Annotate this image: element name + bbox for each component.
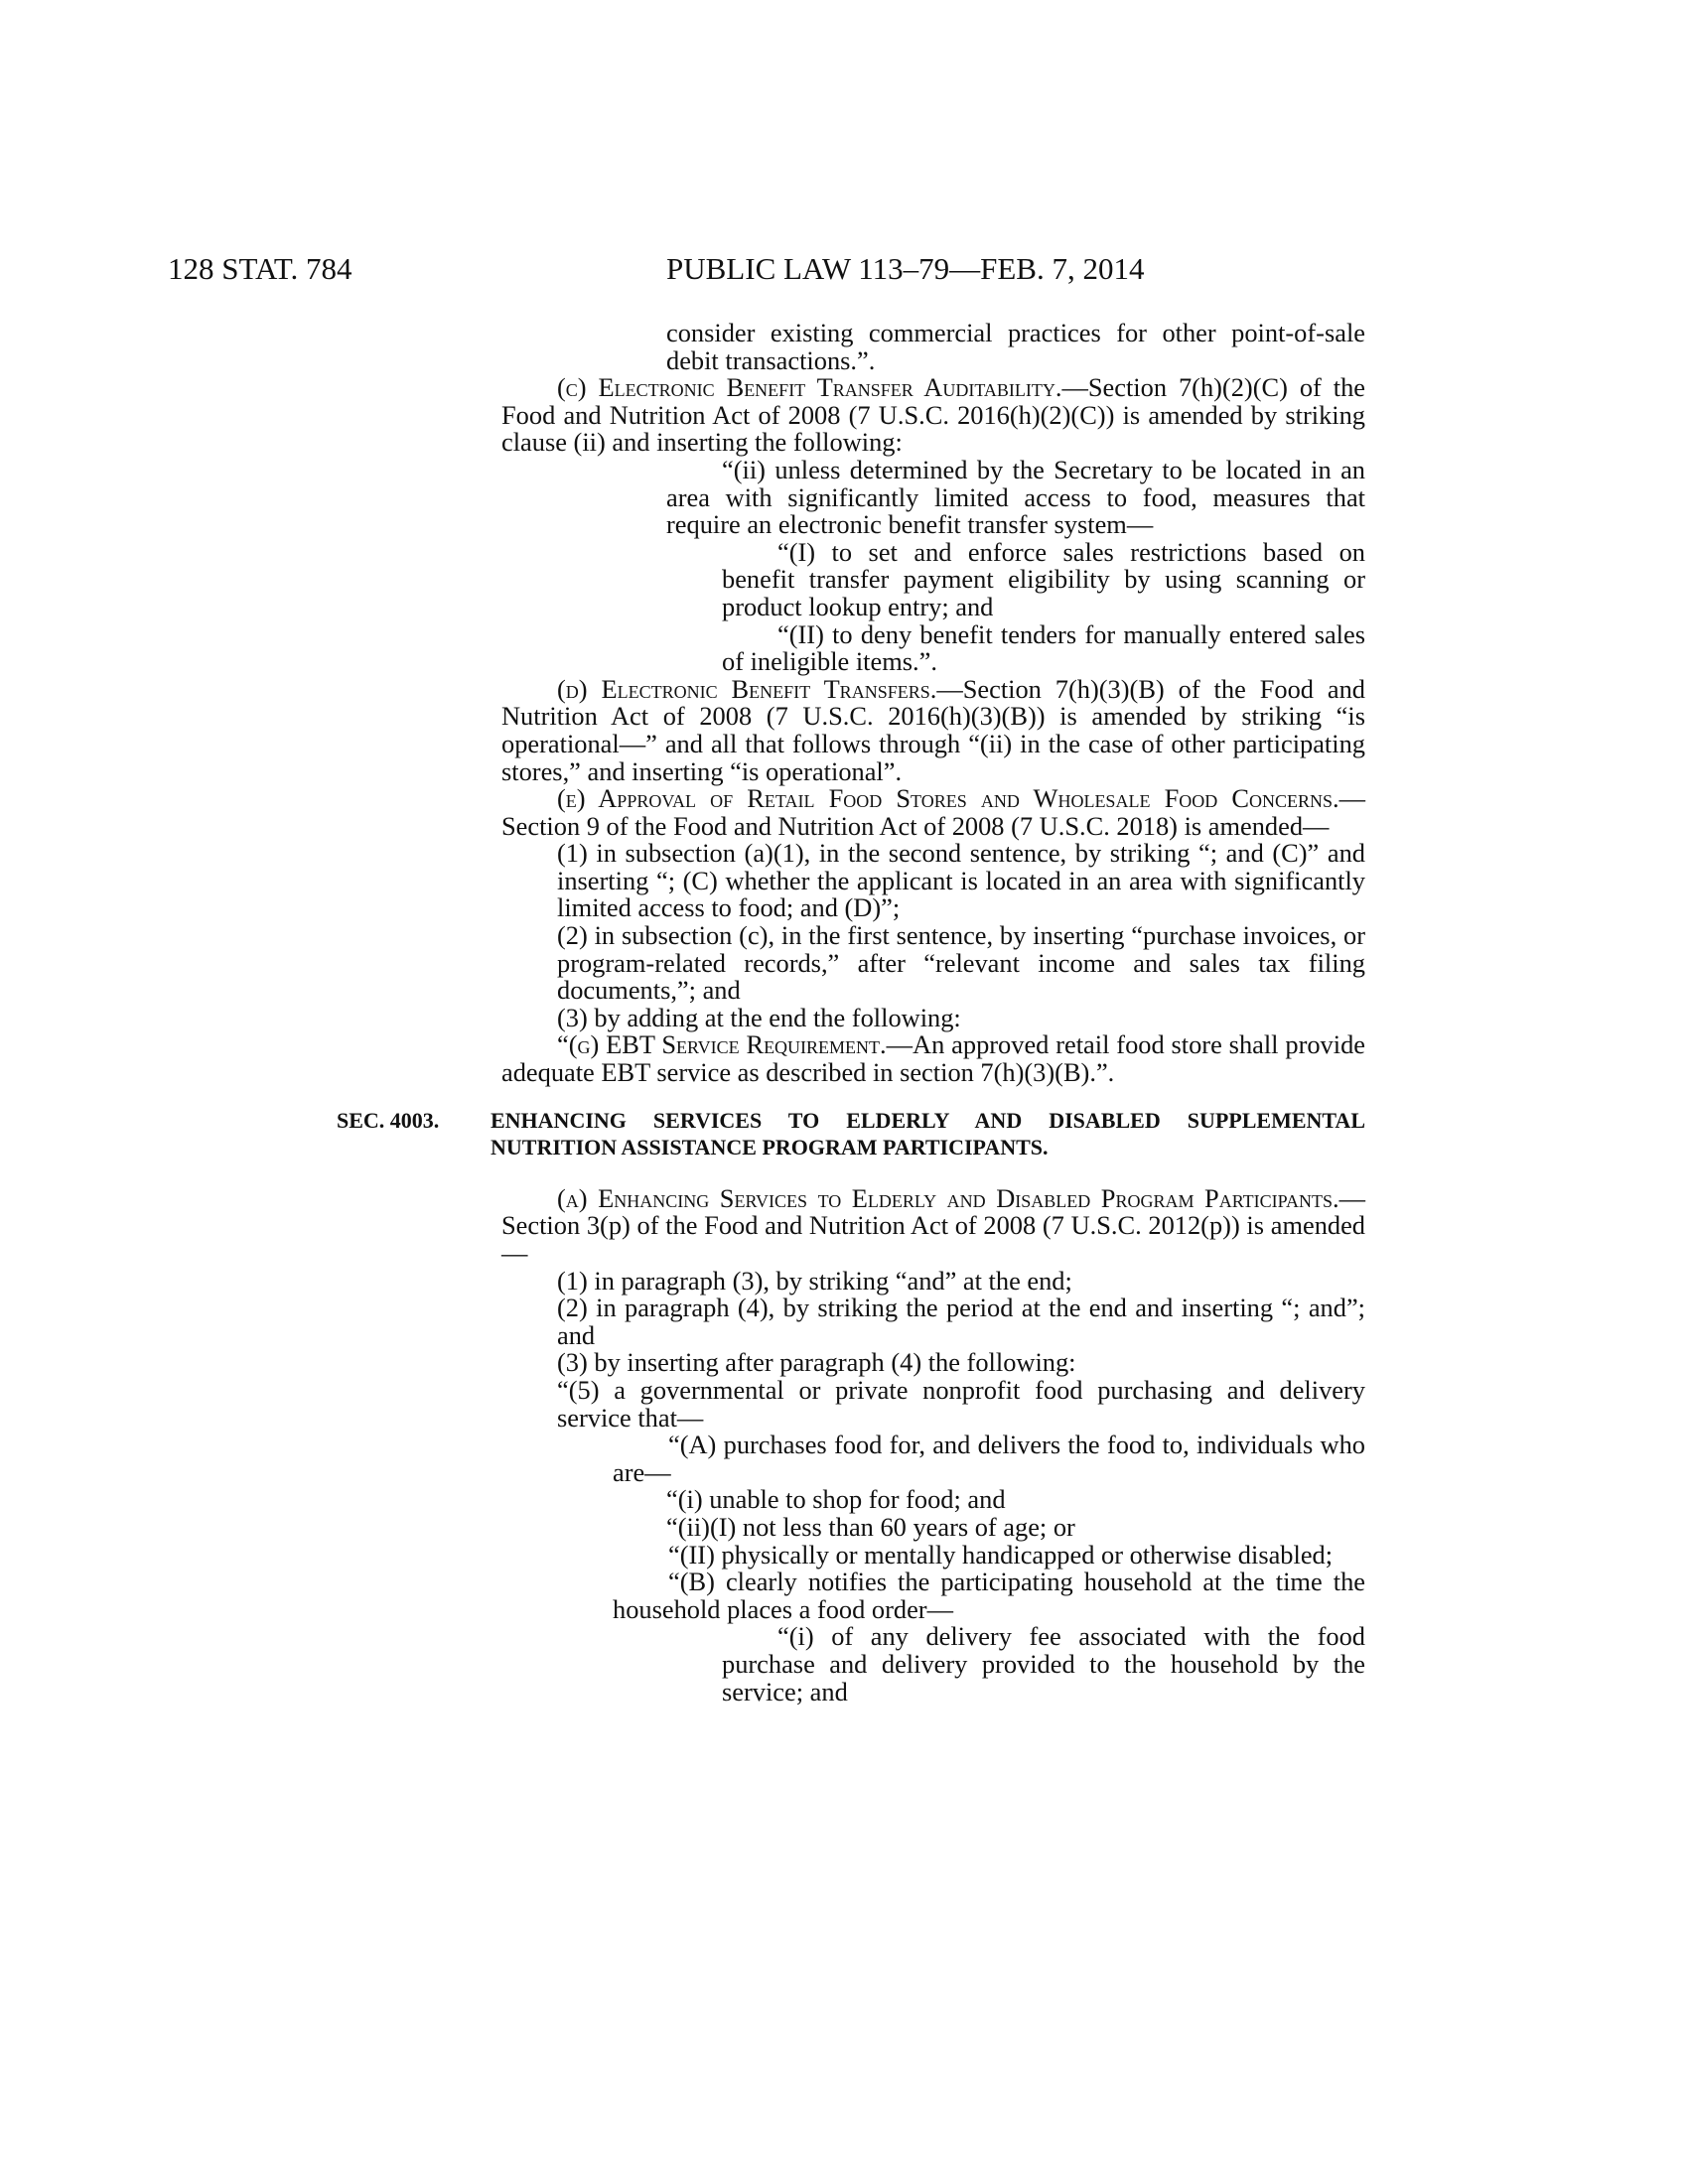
subsection-g-heading: “(g) EBT Service Requirement. [557,1029,887,1060]
subsection-a [501,1182,1365,1268]
section-title: ENHANCING SERVICES TO ELDERLY AND DISABLED SUPPLEMENTAL NUTRITION ASSISTANCE PROGRAM PARTICIPANTS. [491,1107,1365,1160]
subclause-II-disabled: “(II) physically or mentally handicapped or otherwise disabled; [668,1539,1334,1570]
amend-paragraph-2: (2) in paragraph (4), by striking the period at the end and inserting “; and”; and [557,1293,1365,1350]
amend-paragraph-3: (3) by inserting after paragraph (4) the following: [557,1347,1076,1378]
page-body [337,318,1365,1706]
public-law-header: PUBLIC LAW 113–79—FEB. 7, 2014 [666,251,1145,286]
subsection-e-heading: (e) Approval of Retail Food Stores and Wholesale Food Concerns. [557,783,1339,814]
subsection-d-text: —Section 7(h)(3)(B) of the Food and Nutrition Act of 2008 (7 U.S.C. 2016(h)(3)(B)) is amended by striking “is operational—” and all that follows through “(ii) in the case of other participating stores,” and inserting “is operational”. [501,673,1365,786]
section-number: SEC. 4003. [337,1107,440,1133]
subsection-a-heading: (a) Enhancing Services to Elderly and Disabled Program Participants. [557,1182,1339,1213]
clause-i-delivery-fee: “(i) of any delivery fee associated with the food purchase and delivery provided to the household by the service; and [722,1621,1365,1706]
subsection-c-heading: (c) Electronic Benefit Transfer Auditability. [557,372,1062,403]
subsection-g [501,1031,1365,1086]
subparagraph-A: “(A) purchases food for, and delivers the food to, individuals who are— [613,1430,1365,1487]
paragraph-5: “(5) a governmental or private nonprofit food purchasing and delivery service that— [557,1374,1365,1433]
subsection-c [501,374,1365,457]
paragraph-1: (1) in subsection (a)(1), in the second sentence, by striking “; and (C)” and inserting “; (C) whether the applicant is located in an area with significantly limited access to food; and (D)”; [557,838,1365,923]
paragraph-2: (2) in subsection (c), in the first sentence, by inserting “purchase invoices, or program-related records,” after “relevant income and sales tax filing documents,”; and [557,920,1365,1006]
paragraph-continuation: consider existing commercial practices for other point-of-sale debit transactions.”. [666,318,1365,375]
subsection-d [501,673,1365,786]
statute-page-number: 128 STAT. 784 [168,251,352,286]
section-heading [337,1107,1365,1161]
clause-ii: “(ii) unless determined by the Secretary to be located in an area with significantly limited access to food, measures that require an electronic benefit transfer system— [666,454,1365,540]
subsection-e-text: —Section 9 of the Food and Nutrition Act of 2008 (7 U.S.C. 2018) is amended— [501,783,1365,841]
subsection-d-heading: (d) Electronic Benefit Transfers. [557,673,937,704]
subparagraph-B: “(B) clearly notifies the participating household at the time the household places a food order— [613,1567,1365,1624]
subclause-I: “(I) to set and enforce sales restrictions based on benefit transfer payment eligibility by using scanning or product lookup entry; and [722,536,1365,621]
subsection-a-text: —Section 3(p) of the Food and Nutrition Act of 2008 (7 U.S.C. 2012(p)) is amended— [501,1182,1365,1268]
clause-i: “(i) unable to shop for food; and [666,1484,1006,1515]
subsection-c-text: —Section 7(h)(2)(C) of the Food and Nutrition Act of 2008 (7 U.S.C. 2016(h)(2)(C)) is amended by striking clause (ii) and inserting the following: [501,372,1365,458]
subclause-II: “(II) to deny benefit tenders for manually entered sales of ineligible items.”. [722,618,1365,677]
subsection-g-text: —An approved retail food store shall provide adequate EBT service as described in section 7(h)(3)(B).”. [501,1029,1365,1088]
amend-paragraph-1: (1) in paragraph (3), by striking “and” at the end; [557,1265,1072,1296]
subsection-e [501,785,1365,840]
paragraph-3: (3) by adding at the end the following: [557,1002,961,1032]
clause-ii-I: “(ii)(I) not less than 60 years of age; or [666,1511,1075,1542]
